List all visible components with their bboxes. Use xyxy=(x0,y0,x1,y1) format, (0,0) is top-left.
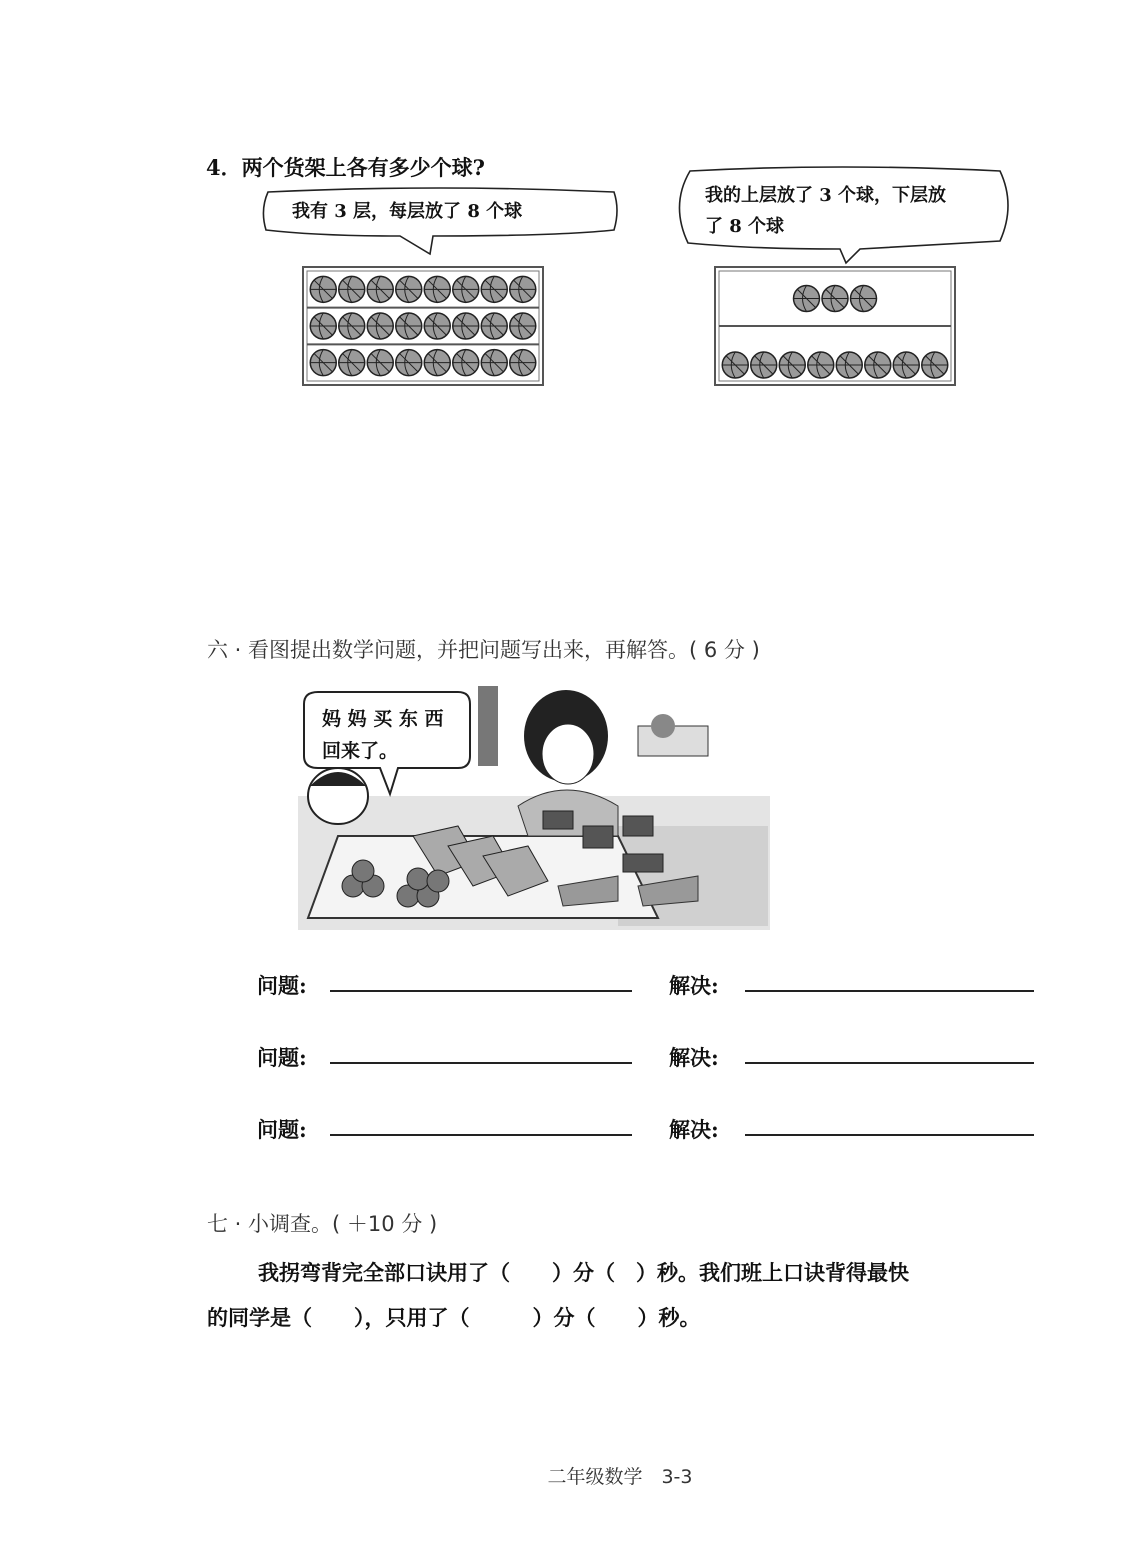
left-bubble-text: 我有 3 层，每层放了 8 个球 xyxy=(292,201,523,222)
basketball-icon xyxy=(396,313,422,339)
basketball-icon xyxy=(481,276,507,302)
basketball-icon xyxy=(424,276,450,302)
basketball-icon xyxy=(339,313,365,339)
basketball-icon xyxy=(339,350,365,376)
solution-answer-line[interactable] xyxy=(745,990,1034,992)
basketball-icon xyxy=(453,350,479,376)
survey-line-1: 我拐弯背完全部口诀用了（ ）分（ ）秒。我们班上口诀背得最快 xyxy=(258,1260,909,1285)
basketball-icon xyxy=(836,352,862,378)
right-shelf-with-balls xyxy=(714,266,956,386)
basketball-icon xyxy=(822,286,848,312)
basketball-icon xyxy=(510,313,536,339)
question-answer-line[interactable] xyxy=(330,1062,632,1064)
solution-label: 解决: xyxy=(669,1045,719,1070)
basketball-icon xyxy=(339,276,365,302)
question-label: 问题: xyxy=(257,1045,307,1070)
question-answer-line[interactable] xyxy=(330,990,632,992)
basketball-icon xyxy=(751,352,777,378)
basketball-icon xyxy=(310,276,336,302)
basketball-icon xyxy=(851,286,877,312)
basketball-icon xyxy=(779,352,805,378)
solution-answer-line[interactable] xyxy=(745,1134,1034,1136)
speech-line2: 回来了。 xyxy=(322,740,399,762)
basketball-icon xyxy=(794,286,820,312)
solution-label: 解决: xyxy=(669,1117,719,1142)
basketball-icon xyxy=(722,352,748,378)
basketball-icon xyxy=(310,350,336,376)
solution-answer-line[interactable] xyxy=(745,1062,1034,1064)
basketball-icon xyxy=(453,313,479,339)
left-shelf-with-balls xyxy=(302,266,544,386)
section-6-heading: 六 · 看图提出数学问题，并把问题写出来，再解答。( 6 分 ) xyxy=(207,638,760,662)
survey-line-2: 的同学是（ ），只用了（ ）分（ ）秒。 xyxy=(207,1305,701,1330)
question-label: 问题: xyxy=(257,973,307,998)
right-bubble-line1: 我的上层放了 3 个球，下层放 xyxy=(705,185,947,206)
speech-line1: 妈 妈 买 东 西 xyxy=(322,708,444,730)
page-footer: 二年级数学 3-3 xyxy=(547,1466,693,1488)
basketball-icon xyxy=(510,276,536,302)
basketball-icon xyxy=(424,313,450,339)
basketball-icon xyxy=(310,313,336,339)
basketball-icon xyxy=(922,352,948,378)
solution-label: 解决: xyxy=(669,973,719,998)
basketball-icon xyxy=(510,350,536,376)
basketball-icon xyxy=(481,313,507,339)
right-bubble-line2: 了 8 个球 xyxy=(705,216,785,237)
basketball-icon xyxy=(367,350,393,376)
section-7-heading: 七 · 小调查。( ＋10 分 ) xyxy=(207,1212,438,1236)
basketball-icon xyxy=(367,276,393,302)
basketball-icon xyxy=(396,276,422,302)
basketball-icon xyxy=(893,352,919,378)
basketball-icon xyxy=(424,350,450,376)
basketball-icon xyxy=(865,352,891,378)
basketball-icon xyxy=(808,352,834,378)
basketball-icon xyxy=(396,350,422,376)
basketball-icon xyxy=(367,313,393,339)
question-answer-line[interactable] xyxy=(330,1134,632,1136)
question-4-title: 4．两个货架上各有多少个球? xyxy=(206,155,485,180)
basketball-icon xyxy=(481,350,507,376)
question-label: 问题: xyxy=(257,1117,307,1142)
basketball-icon xyxy=(453,276,479,302)
window-frame xyxy=(478,686,498,766)
